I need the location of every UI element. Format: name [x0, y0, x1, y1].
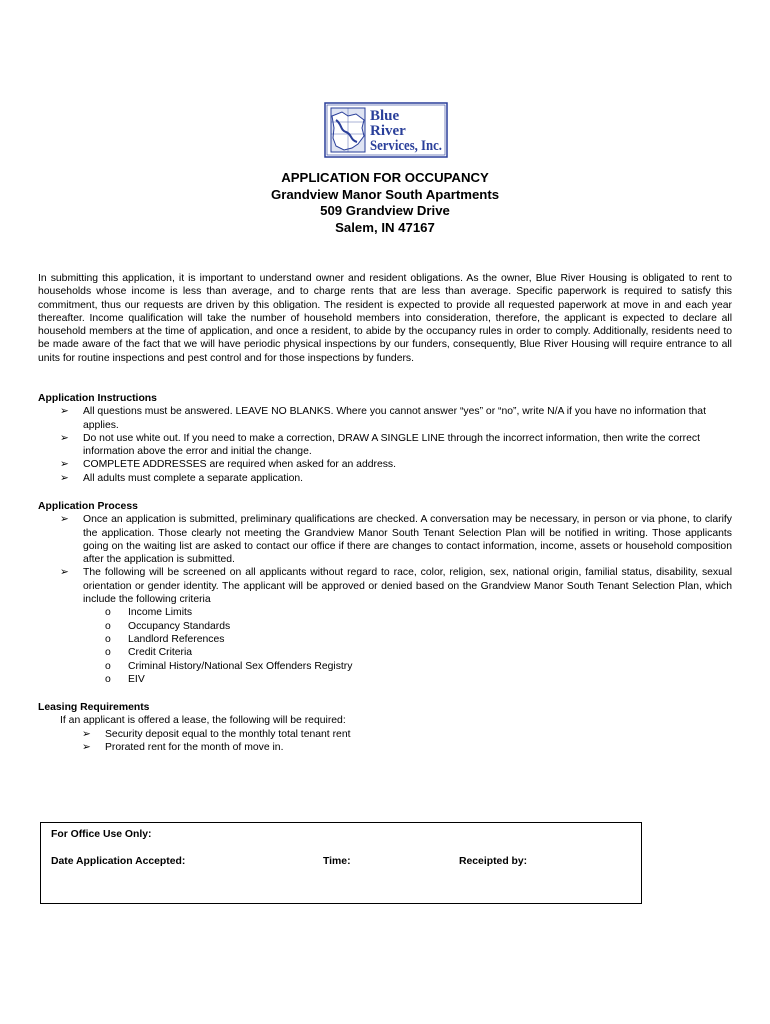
criteria-text: EIV	[128, 673, 145, 685]
leasing-heading: Leasing Requirements	[38, 702, 150, 713]
circle-bullet-icon: o	[105, 647, 111, 659]
criteria-text: Occupancy Standards	[128, 620, 231, 632]
arrow-bullet-icon: ➢	[60, 406, 69, 418]
property-city: Salem, IN 47167	[335, 219, 435, 235]
office-use-title: For Office Use Only:	[51, 829, 152, 840]
arrow-bullet-icon: ➢	[60, 472, 69, 484]
property-address: 509 Grandview Drive	[320, 203, 450, 218]
list-item	[38, 566, 732, 606]
list-item	[38, 606, 732, 619]
leasing-text: Prorated rent for the month of move in.	[105, 741, 284, 753]
circle-bullet-icon: o	[105, 607, 111, 619]
logo-line-3: Services, Inc.	[370, 138, 443, 154]
circle-bullet-icon: o	[105, 673, 111, 685]
process-section	[38, 500, 732, 686]
logo-line-1: Blue	[370, 108, 400, 124]
list-item	[38, 660, 732, 673]
process-heading: Application Process	[38, 501, 138, 512]
list-item	[38, 432, 732, 459]
criteria-text: Income Limits	[128, 607, 193, 619]
document-title: APPLICATION FOR OCCUPANCY	[281, 170, 489, 185]
instruction-text: Do not use white out. If you need to make a correction, DRAW A SINGLE LINE through the incorrect information, then write the correct information above the error and initial the change.	[83, 432, 700, 458]
logo-line-2: River	[370, 123, 406, 139]
circle-bullet-icon: o	[105, 660, 111, 672]
leasing-intro: If an applicant is offered a lease, the following will be required:	[60, 715, 346, 727]
list-item	[38, 405, 732, 432]
leasing-section	[38, 701, 732, 754]
document-header	[0, 170, 770, 236]
list-item	[38, 620, 732, 633]
list-item	[38, 646, 732, 659]
list-item	[38, 741, 732, 754]
criteria-list	[38, 606, 732, 686]
company-logo	[324, 102, 448, 158]
date-accepted-label: Date Application Accepted:	[51, 856, 186, 867]
time-label: Time:	[323, 856, 351, 867]
list-item	[38, 673, 732, 686]
arrow-bullet-icon: ➢	[82, 741, 91, 753]
list-item	[38, 728, 732, 741]
list-item	[38, 458, 732, 471]
arrow-bullet-icon: ➢	[60, 567, 69, 579]
criteria-text: Criminal History/National Sex Offenders Registry	[128, 660, 353, 672]
instructions-section	[38, 392, 732, 485]
property-name: Grandview Manor South Apartments	[270, 186, 500, 202]
arrow-bullet-icon: ➢	[82, 728, 91, 740]
arrow-bullet-icon: ➢	[60, 514, 69, 526]
circle-bullet-icon: o	[105, 633, 111, 645]
receipted-by-label: Receipted by:	[459, 856, 528, 867]
list-item	[38, 633, 732, 646]
list-item	[38, 513, 732, 566]
instruction-text: COMPLETE ADDRESSES are required when asked for an address.	[83, 459, 397, 471]
leasing-list	[38, 728, 732, 755]
intro-paragraph: In submitting this application, it is important to understand owner and resident obligations. As the owner, Blue River Housing is obligated to rent to households whose income is less than average, and to charge rents that are less than average. Specific paperwork is required to satisfy this commitment, thus our requests are driven by this obligation. The resident is expected to provide all requested paperwork at move in and each year thereafter. Income qualification will take the number of household members into consideration, therefore, the applicant is expected to declare all household members at the time of application, and once a resident, to abide by the occupancy rules in order to comply. Additionally, residents need to be made aware of the fact that we will have periodic physical inspections by our funders, consequently, Blue River Housing will require entrance to all units for routine inspections and pest control and for those inspections by funders.	[38, 273, 732, 364]
arrow-bullet-icon: ➢	[60, 459, 69, 471]
river-map-emblem-icon	[324, 102, 448, 158]
process-text: The following will be screened on all applicants without regard to race, color, religion, sex, national origin, familial status, disability, sexual orientation or gender identity. The applicant will be approved or denied based on the Grandview Manor South Tenant Selection Plan, which include the following criteria	[83, 567, 732, 606]
instruction-text: All questions must be answered. LEAVE NO BLANKS. Where you cannot answer “yes” or “no”, write N/A if you have no information that applies.	[83, 406, 706, 431]
instructions-heading: Application Instructions	[38, 393, 157, 404]
circle-bullet-icon: o	[105, 620, 111, 632]
leasing-text: Security deposit equal to the monthly total tenant rent	[105, 728, 351, 740]
process-list	[38, 513, 732, 606]
office-use-box	[40, 822, 642, 904]
criteria-text: Credit Criteria	[128, 647, 193, 659]
instruction-text: All adults must complete a separate application.	[83, 472, 304, 484]
arrow-bullet-icon: ➢	[60, 432, 69, 444]
list-item	[38, 472, 732, 485]
criteria-text: Landlord References	[128, 633, 225, 645]
process-text: Once an application is submitted, preliminary qualifications are checked. A conversation may be necessary, in person or via phone, to clarify the application. Those clearly not meeting the Grandview Manor South Tenant Selection Plan will be notified in writing. Those applicants going on the waiting list are asked to contact our office if there are changes to contact information, income, assets or household composition after the application is submitted.	[83, 514, 732, 566]
instructions-list	[38, 405, 732, 485]
